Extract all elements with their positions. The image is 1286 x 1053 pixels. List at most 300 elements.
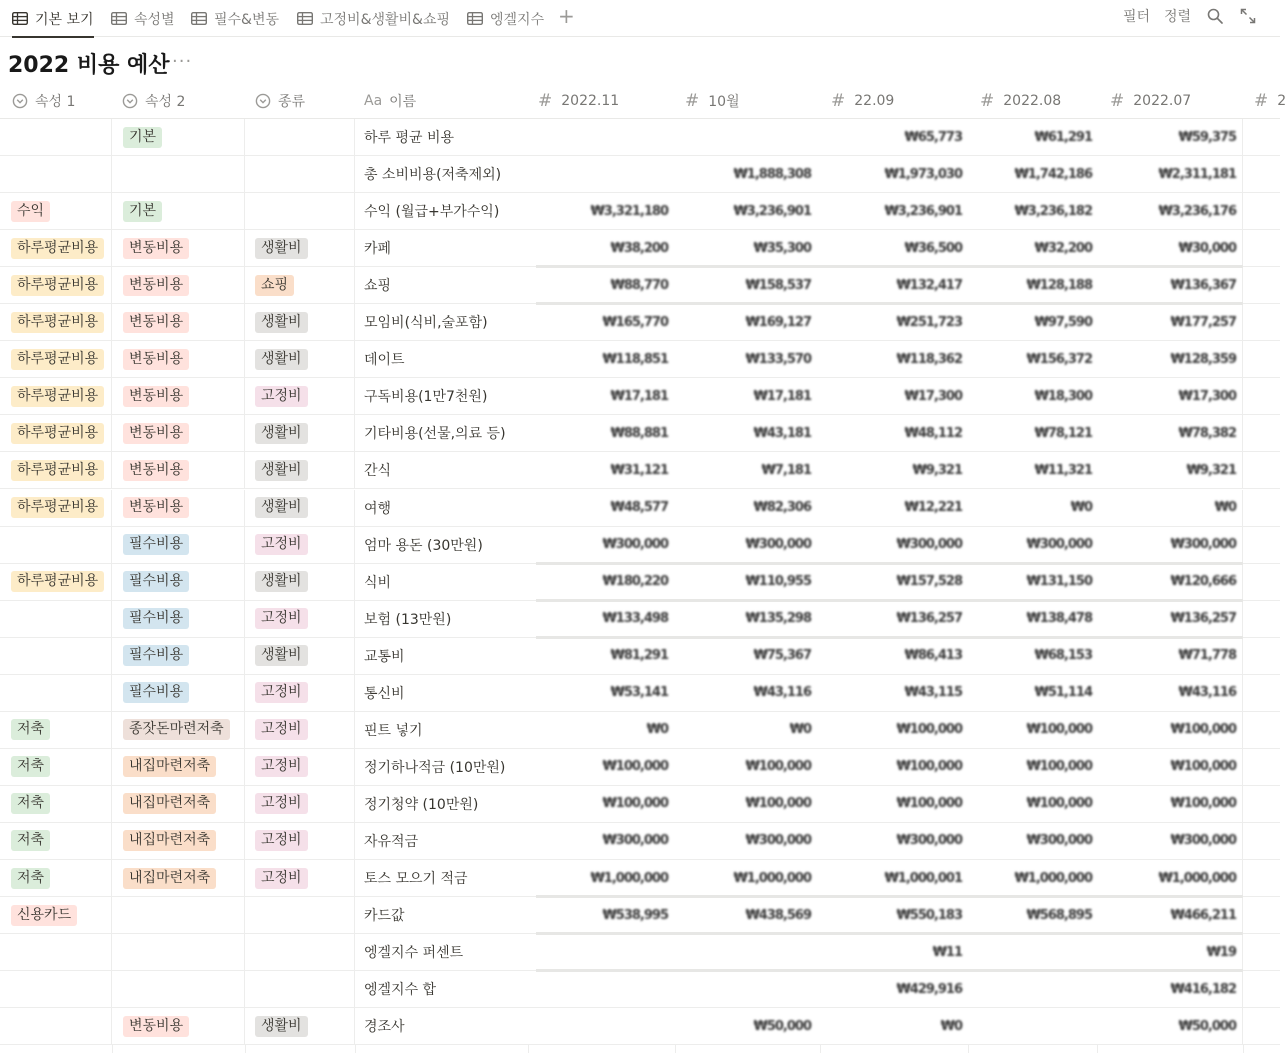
kind-cell[interactable] — [245, 564, 355, 600]
number-cell[interactable]: ₩0 — [1070, 500, 1092, 515]
name-cell[interactable] — [355, 1008, 528, 1044]
number-cell[interactable]: ₩12,221 — [904, 500, 962, 515]
table-row[interactable] — [0, 378, 1280, 415]
number-cell[interactable]: ₩36,500 — [904, 240, 962, 256]
number-cell[interactable]: ₩133,570 — [745, 351, 811, 367]
kind-cell[interactable] — [245, 971, 355, 1007]
number-cell[interactable]: ₩86,413 — [904, 648, 962, 664]
number-cell[interactable]: ₩100,000 — [1170, 796, 1236, 812]
number-cell[interactable]: ₩118,851 — [602, 351, 668, 367]
prop2-cell[interactable] — [112, 452, 245, 488]
number-cell[interactable]: ₩9,321 — [912, 462, 962, 478]
number-cell[interactable]: ₩100,000 — [896, 759, 962, 775]
number-cell[interactable]: ₩32,200 — [1034, 240, 1092, 256]
prop2-cell[interactable] — [112, 564, 245, 600]
number-cell[interactable]: ₩133,498 — [602, 611, 668, 627]
prop1-cell[interactable] — [0, 267, 112, 303]
number-cell[interactable]: ₩88,770 — [610, 277, 668, 293]
number-cell[interactable]: ₩78,382 — [1178, 425, 1236, 441]
table-row[interactable] — [0, 638, 1280, 675]
prop2-cell[interactable] — [112, 934, 245, 970]
table-row[interactable] — [0, 786, 1280, 823]
table-row[interactable] — [0, 490, 1280, 527]
number-cell[interactable]: ₩1,000,000 — [733, 870, 811, 886]
prop1-cell[interactable] — [0, 119, 112, 155]
number-cell[interactable]: ₩100,000 — [1026, 722, 1092, 738]
prop1-cell[interactable] — [0, 601, 112, 637]
tab-label: 속성별 — [134, 11, 175, 28]
number-cell[interactable]: ₩1,000,001 — [884, 870, 962, 886]
prop2-cell[interactable] — [112, 267, 245, 303]
number-cell[interactable]: ₩0 — [646, 722, 668, 738]
table-row[interactable] — [0, 564, 1280, 601]
number-cell[interactable]: ₩11,321 — [1034, 462, 1092, 478]
number-cell[interactable]: ₩75,367 — [753, 648, 811, 664]
table-row[interactable] — [0, 193, 1280, 230]
number-cell[interactable]: ₩17,300 — [1178, 388, 1236, 404]
tag-badge: 하루평균비용 — [11, 275, 104, 296]
tab-by-property[interactable] — [111, 0, 175, 37]
prop1-cell[interactable] — [0, 786, 112, 822]
prop1-cell[interactable] — [0, 675, 112, 711]
number-cell[interactable]: ₩2,311,181 — [1158, 166, 1236, 182]
number-cell[interactable]: ₩300,000 — [1026, 537, 1092, 553]
table-row[interactable] — [0, 267, 1280, 304]
page-title[interactable]: 2022 비용 예산 — [8, 53, 170, 78]
column-header-month-3[interactable] — [980, 83, 1061, 118]
name-cell[interactable] — [355, 638, 528, 674]
kind-cell[interactable] — [245, 712, 355, 748]
number-cell[interactable]: ₩43,116 — [1178, 685, 1236, 701]
prop2-cell[interactable] — [112, 341, 245, 377]
select-property-icon — [12, 93, 28, 109]
number-cell[interactable]: ₩1,000,000 — [590, 870, 668, 886]
select-property-icon — [255, 93, 271, 109]
row-divider — [536, 302, 1243, 305]
table-row[interactable] — [0, 156, 1280, 193]
prop2-cell[interactable] — [112, 823, 245, 859]
tag-badge: 생활비 — [255, 1016, 308, 1037]
tab-engel-index[interactable] — [467, 0, 544, 37]
name-cell[interactable] — [355, 230, 528, 266]
table-row[interactable] — [0, 230, 1280, 267]
name-cell[interactable] — [355, 675, 528, 711]
prop2-cell[interactable] — [112, 378, 245, 414]
number-cell[interactable]: ₩30,000 — [1178, 240, 1236, 256]
name-cell[interactable] — [355, 490, 528, 526]
number-cell[interactable]: ₩438,569 — [745, 907, 811, 923]
prop2-cell[interactable] — [112, 786, 245, 822]
prop1-cell[interactable] — [0, 1008, 112, 1044]
table-row[interactable] — [0, 1008, 1280, 1045]
kind-cell[interactable] — [245, 119, 355, 155]
number-cell[interactable]: ₩156,372 — [1026, 351, 1092, 367]
prop1-cell[interactable] — [0, 415, 112, 451]
name-cell[interactable] — [355, 564, 528, 600]
table-row[interactable] — [0, 934, 1280, 971]
search-button[interactable] — [1207, 0, 1223, 32]
number-cell[interactable]: ₩180,220 — [602, 574, 668, 590]
number-cell[interactable]: ₩82,306 — [753, 500, 811, 515]
number-cell[interactable]: ₩17,300 — [904, 388, 962, 404]
number-cell[interactable]: ₩31,121 — [610, 462, 668, 478]
number-cell[interactable]: ₩1,973,030 — [884, 166, 962, 182]
number-cell[interactable]: ₩538,995 — [602, 907, 668, 923]
number-cell[interactable]: ₩300,000 — [745, 833, 811, 849]
prop2-cell[interactable] — [112, 193, 245, 229]
prop2-cell[interactable] — [112, 119, 245, 155]
row-name: 쇼핑 — [364, 278, 392, 295]
number-cell[interactable]: ₩18,300 — [1034, 388, 1092, 404]
number-cell[interactable]: ₩136,257 — [896, 611, 962, 627]
number-cell[interactable]: ₩53,141 — [610, 685, 668, 701]
prop1-cell[interactable] — [0, 934, 112, 970]
table-row[interactable] — [0, 527, 1280, 564]
number-cell[interactable] — [536, 119, 668, 155]
table-row[interactable] — [0, 675, 1280, 712]
number-cell[interactable]: ₩100,000 — [1170, 722, 1236, 738]
name-cell[interactable] — [355, 712, 528, 748]
prop1-cell[interactable] — [0, 823, 112, 859]
name-cell[interactable] — [355, 415, 528, 451]
number-cell[interactable]: ₩43,116 — [753, 685, 811, 701]
name-cell[interactable] — [355, 341, 528, 377]
number-cell[interactable]: ₩300,000 — [602, 833, 668, 849]
number-cell[interactable]: ₩251,723 — [896, 314, 962, 330]
kind-cell[interactable] — [245, 823, 355, 859]
number-cell[interactable] — [536, 1008, 668, 1044]
name-cell[interactable] — [355, 267, 528, 303]
prop1-cell[interactable] — [0, 749, 112, 785]
name-cell[interactable] — [355, 304, 528, 340]
prop2-cell[interactable] — [112, 749, 245, 785]
kind-cell[interactable] — [245, 786, 355, 822]
number-cell[interactable]: ₩177,257 — [1170, 314, 1236, 330]
prop2-cell[interactable] — [112, 527, 245, 563]
table-row[interactable] — [0, 601, 1280, 638]
name-cell[interactable] — [355, 378, 528, 414]
row-name: 여행 — [364, 500, 392, 517]
number-cell[interactable]: ₩38,200 — [610, 240, 668, 256]
number-cell[interactable]: ₩1,742,186 — [1014, 166, 1092, 182]
number-cell[interactable]: ₩48,112 — [904, 425, 962, 441]
number-cell[interactable]: ₩300,000 — [602, 537, 668, 553]
number-cell[interactable]: ₩300,000 — [745, 537, 811, 553]
prop2-cell[interactable] — [112, 1008, 245, 1044]
number-cell[interactable]: ₩110,955 — [745, 574, 811, 590]
number-cell[interactable]: ₩157,528 — [896, 574, 962, 590]
number-cell[interactable]: ₩17,181 — [610, 388, 668, 404]
number-cell[interactable]: ₩429,916 — [896, 981, 962, 997]
column-header-month-2[interactable] — [831, 83, 894, 118]
number-cell[interactable]: ₩138,478 — [1026, 611, 1092, 627]
number-cell[interactable]: ₩100,000 — [602, 796, 668, 812]
number-cell[interactable] — [970, 971, 1092, 1007]
number-cell[interactable] — [536, 156, 668, 192]
number-cell[interactable]: ₩68,153 — [1034, 648, 1092, 664]
number-cell[interactable]: ₩128,188 — [1026, 277, 1092, 293]
table-row[interactable] — [0, 304, 1280, 341]
name-cell[interactable] — [355, 193, 528, 229]
number-cell[interactable]: ₩169,127 — [745, 314, 811, 330]
prop1-cell[interactable] — [0, 193, 112, 229]
number-cell[interactable]: ₩71,778 — [1178, 648, 1236, 664]
prop2-cell[interactable] — [112, 601, 245, 637]
prop2-cell[interactable] — [112, 415, 245, 451]
number-cell[interactable] — [970, 1008, 1092, 1044]
number-cell[interactable]: ₩81,291 — [610, 648, 668, 664]
kind-cell[interactable] — [245, 490, 355, 526]
prop1-cell[interactable] — [0, 341, 112, 377]
kind-cell[interactable] — [245, 860, 355, 896]
number-cell[interactable]: ₩3,236,176 — [1158, 203, 1236, 219]
tab-basic-view[interactable] — [12, 0, 94, 37]
name-cell[interactable] — [355, 119, 528, 155]
kind-cell[interactable] — [245, 156, 355, 192]
tab-required-variable[interactable] — [191, 0, 279, 37]
column-header-name[interactable] — [364, 83, 416, 118]
number-cell[interactable] — [680, 934, 811, 970]
number-cell[interactable]: ₩19 — [1206, 944, 1236, 960]
prop2-cell[interactable] — [112, 304, 245, 340]
number-cell[interactable]: ₩50,000 — [1178, 1018, 1236, 1034]
kind-cell[interactable] — [245, 675, 355, 711]
name-cell[interactable] — [355, 452, 528, 488]
number-cell[interactable]: ₩65,773 — [904, 129, 962, 145]
table-icon — [297, 12, 313, 25]
row-divider — [536, 969, 1243, 972]
sort-button[interactable]: 정렬 — [1164, 9, 1192, 25]
number-cell[interactable]: ₩11 — [932, 944, 962, 960]
prop1-cell[interactable] — [0, 638, 112, 674]
number-cell[interactable]: ₩78,121 — [1034, 425, 1092, 441]
number-cell[interactable]: ₩300,000 — [896, 537, 962, 553]
prop1-cell[interactable] — [0, 490, 112, 526]
table-row[interactable] — [0, 897, 1280, 934]
number-cell[interactable]: ₩88,881 — [610, 425, 668, 441]
number-cell[interactable]: ₩7,181 — [761, 462, 811, 478]
number-cell[interactable]: ₩136,257 — [1170, 611, 1236, 627]
name-cell[interactable] — [355, 156, 528, 192]
table-row[interactable] — [0, 749, 1280, 786]
number-cell[interactable] — [536, 971, 668, 1007]
prop1-cell[interactable] — [0, 897, 112, 933]
column-header-prop2[interactable] — [122, 83, 185, 118]
tag-badge: 변동비용 — [123, 386, 189, 407]
tag-badge: 하루평균비용 — [11, 460, 104, 481]
column-header-overflow[interactable] — [1254, 83, 1286, 118]
prop2-cell[interactable] — [112, 675, 245, 711]
prop2-cell[interactable] — [112, 860, 245, 896]
prop2-cell[interactable] — [112, 971, 245, 1007]
prop1-cell[interactable] — [0, 378, 112, 414]
number-cell[interactable]: ₩3,236,901 — [884, 203, 962, 219]
number-cell[interactable]: ₩3,236,182 — [1014, 203, 1092, 219]
prop1-cell[interactable] — [0, 712, 112, 748]
prop2-cell[interactable] — [112, 712, 245, 748]
number-cell[interactable]: ₩100,000 — [602, 759, 668, 775]
number-cell[interactable]: ₩100,000 — [1026, 796, 1092, 812]
prop2-cell[interactable] — [112, 897, 245, 933]
row-name: 엥겔지수 퍼센트 — [364, 945, 464, 962]
number-cell[interactable]: ₩165,770 — [602, 314, 668, 330]
number-cell[interactable]: ₩466,211 — [1170, 907, 1236, 923]
number-cell[interactable]: ₩100,000 — [745, 759, 811, 775]
prop1-cell[interactable] — [0, 452, 112, 488]
table-row[interactable] — [0, 971, 1280, 1008]
prop1-cell[interactable] — [0, 860, 112, 896]
name-cell[interactable] — [355, 971, 528, 1007]
tag-badge: 내집마련저축 — [123, 868, 216, 889]
number-cell[interactable] — [536, 934, 668, 970]
number-cell[interactable]: ₩50,000 — [753, 1018, 811, 1034]
name-cell[interactable] — [355, 934, 528, 970]
number-cell[interactable]: ₩550,183 — [896, 907, 962, 923]
prop2-cell[interactable] — [112, 230, 245, 266]
more-options-button[interactable]: ··· — [172, 51, 193, 72]
number-cell[interactable]: ₩568,895 — [1026, 907, 1092, 923]
tag-badge: 수익 — [11, 201, 50, 222]
kind-cell[interactable] — [245, 267, 355, 303]
column-header-kind[interactable] — [255, 83, 305, 118]
number-cell[interactable]: ₩416,182 — [1170, 981, 1236, 997]
number-cell[interactable]: ₩100,000 — [896, 796, 962, 812]
number-cell[interactable]: ₩43,115 — [904, 685, 962, 701]
number-cell[interactable]: ₩1,888,308 — [733, 166, 811, 182]
number-cell[interactable]: ₩118,362 — [896, 351, 962, 367]
name-cell[interactable] — [355, 897, 528, 933]
name-cell[interactable] — [355, 786, 528, 822]
number-cell[interactable]: ₩158,537 — [745, 277, 811, 293]
column-header-month-1[interactable] — [685, 83, 740, 118]
number-cell[interactable] — [680, 971, 811, 1007]
column-header-month-0[interactable] — [538, 83, 619, 118]
number-cell[interactable]: ₩1,000,000 — [1014, 870, 1092, 886]
prop2-cell[interactable] — [112, 156, 245, 192]
tag-badge: 변동비용 — [123, 349, 189, 370]
number-cell[interactable]: ₩51,114 — [1034, 685, 1092, 701]
expand-button[interactable] — [1240, 0, 1256, 32]
number-cell[interactable]: ₩300,000 — [1170, 833, 1236, 849]
row-divider — [536, 636, 1243, 639]
kind-cell[interactable] — [245, 527, 355, 563]
table-row[interactable] — [0, 341, 1280, 378]
number-cell[interactable]: ₩43,181 — [753, 425, 811, 441]
number-cell[interactable]: ₩0 — [789, 722, 811, 738]
kind-cell[interactable] — [245, 601, 355, 637]
prop1-cell[interactable] — [0, 230, 112, 266]
tag-badge: 저축 — [11, 756, 50, 777]
prop1-cell[interactable] — [0, 564, 112, 600]
column-header-prop1[interactable] — [12, 83, 75, 118]
kind-cell[interactable] — [245, 638, 355, 674]
number-cell[interactable]: ₩35,300 — [753, 240, 811, 256]
number-cell[interactable]: ₩3,321,180 — [590, 203, 668, 219]
prop1-cell[interactable] — [0, 971, 112, 1007]
name-cell[interactable] — [355, 860, 528, 896]
kind-cell[interactable] — [245, 304, 355, 340]
table-row[interactable] — [0, 119, 1280, 156]
prop1-cell[interactable] — [0, 156, 112, 192]
kind-cell[interactable] — [245, 230, 355, 266]
table-row[interactable] — [0, 415, 1280, 452]
table-row[interactable] — [0, 712, 1280, 749]
prop1-cell[interactable] — [0, 304, 112, 340]
add-view-button[interactable]: + — [558, 4, 575, 28]
row-name: 엄마 용돈 (30만원) — [364, 537, 483, 554]
kind-cell[interactable] — [245, 452, 355, 488]
prop1-cell[interactable] — [0, 527, 112, 563]
number-cell[interactable]: ₩100,000 — [1026, 759, 1092, 775]
number-cell[interactable]: ₩131,150 — [1026, 574, 1092, 590]
number-cell[interactable]: ₩100,000 — [896, 722, 962, 738]
kind-cell[interactable] — [245, 415, 355, 451]
number-cell[interactable]: ₩0 — [940, 1018, 962, 1034]
name-cell[interactable] — [355, 527, 528, 563]
kind-cell[interactable] — [245, 934, 355, 970]
kind-cell[interactable] — [245, 378, 355, 414]
number-cell[interactable]: ₩132,417 — [896, 277, 962, 293]
number-cell[interactable] — [680, 119, 811, 155]
number-cell[interactable]: ₩97,590 — [1034, 314, 1092, 330]
table-row[interactable] — [0, 860, 1280, 897]
number-cell[interactable]: ₩300,000 — [1026, 833, 1092, 849]
number-cell[interactable]: ₩59,375 — [1178, 129, 1236, 145]
number-cell[interactable]: ₩100,000 — [1170, 759, 1236, 775]
number-cell[interactable]: ₩9,321 — [1186, 462, 1236, 478]
kind-cell[interactable] — [245, 341, 355, 377]
name-cell[interactable] — [355, 823, 528, 859]
number-cell[interactable]: ₩120,666 — [1170, 574, 1236, 590]
kind-cell[interactable] — [245, 1008, 355, 1044]
tag-badge: 내집마련저축 — [123, 756, 216, 777]
column-header-label: 속성 2 — [145, 93, 186, 110]
table-icon — [12, 12, 28, 25]
kind-cell[interactable] — [245, 193, 355, 229]
number-cell[interactable]: ₩48,577 — [610, 500, 668, 515]
row-name: 핀트 넣기 — [364, 722, 423, 739]
prop2-cell[interactable] — [112, 490, 245, 526]
name-cell[interactable] — [355, 601, 528, 637]
filter-button[interactable]: 필터 — [1123, 9, 1151, 25]
number-cell[interactable]: ₩128,359 — [1170, 351, 1236, 367]
table-row[interactable] — [0, 823, 1280, 860]
tag-badge: 고정비 — [255, 756, 308, 777]
number-cell[interactable]: ₩300,000 — [1170, 537, 1236, 553]
table-row[interactable] — [0, 452, 1280, 489]
tag-badge: 생활비 — [255, 645, 308, 666]
number-cell[interactable]: ₩3,236,901 — [733, 203, 811, 219]
column-header-month-4[interactable] — [1110, 83, 1191, 118]
tab-fixed-living-shopping[interactable] — [297, 0, 450, 37]
number-cell[interactable] — [970, 934, 1092, 970]
number-cell[interactable]: ₩136,367 — [1170, 277, 1236, 293]
number-cell[interactable]: ₩0 — [1214, 500, 1236, 515]
name-cell[interactable] — [355, 749, 528, 785]
number-cell[interactable]: ₩61,291 — [1034, 129, 1092, 145]
prop2-cell[interactable] — [112, 638, 245, 674]
kind-cell[interactable] — [245, 897, 355, 933]
number-cell[interactable]: ₩1,000,000 — [1158, 870, 1236, 886]
number-cell[interactable]: ₩17,181 — [753, 388, 811, 404]
number-cell[interactable]: ₩300,000 — [896, 833, 962, 849]
kind-cell[interactable] — [245, 749, 355, 785]
tag-badge: 저축 — [11, 868, 50, 889]
row-name: 기타비용(선물,의료 등) — [364, 426, 506, 443]
number-cell[interactable]: ₩135,298 — [745, 611, 811, 627]
tag-badge: 고정비 — [255, 534, 308, 555]
number-cell[interactable]: ₩100,000 — [745, 796, 811, 812]
